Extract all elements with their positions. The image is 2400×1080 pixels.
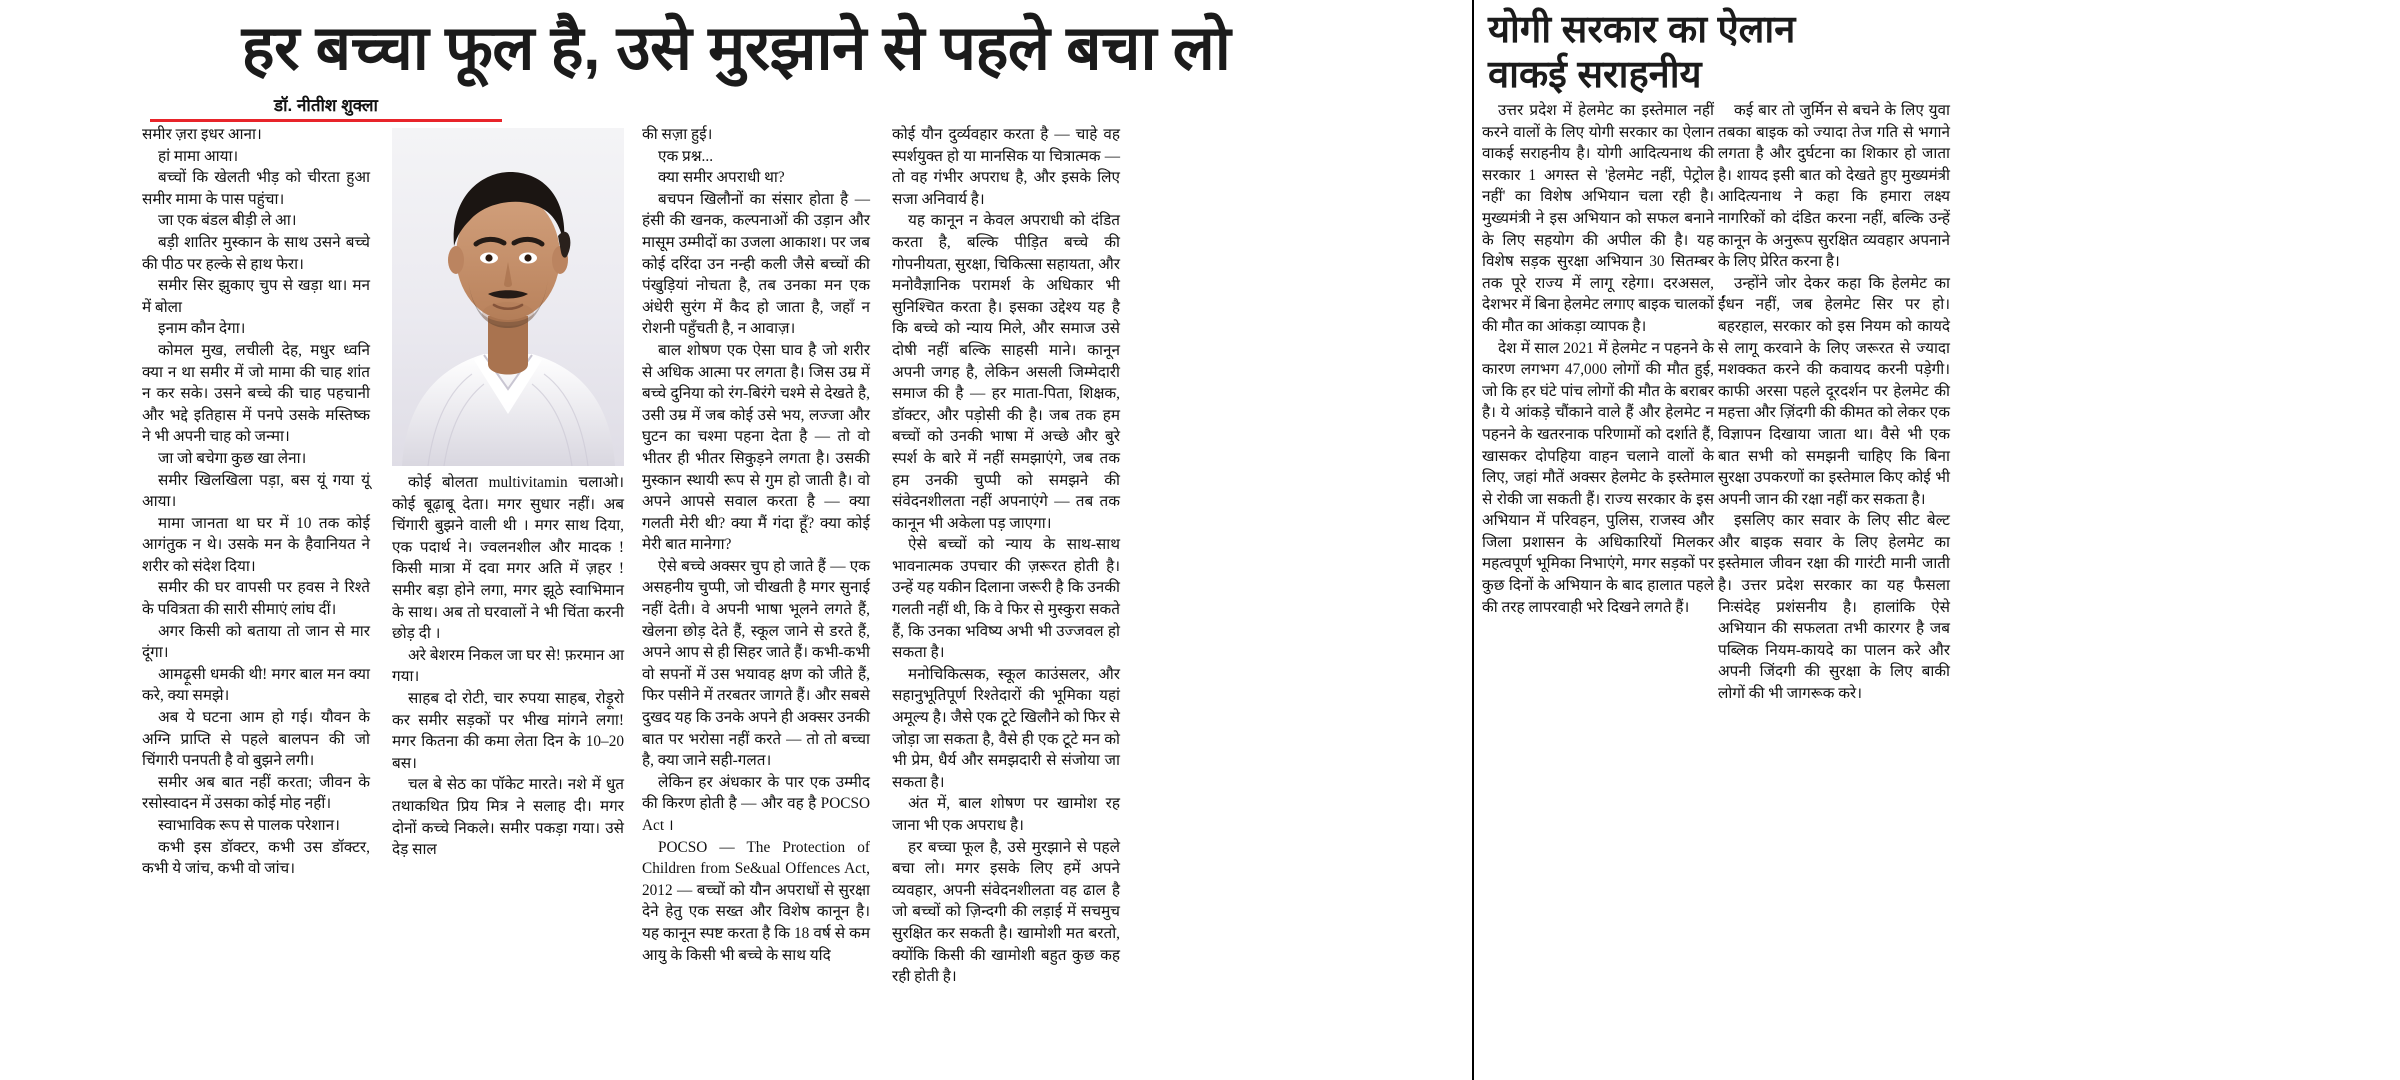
- paragraph: उन्होंने जोर देकर कहा कि हेलमेट का ईंधन नहीं, जब हेलमेट सिर पर हो। बहरहाल, सरकार को इस नियम को कायदे से लागू करवाने के लिए जरूरत से ज्यादा मशक्कत करने की कवायद करनी पड़ेगी। काफी अरसा पहले दूरदर्शन पर हेलमेट की महत्ता और ज़िंदगी की कीमत को लेकर एक विज्ञापन दिखाया जाता था। वैसे भी एक बात सभी को समझनी चाहिए कि बिना सुरक्षा उपकरणों का इस्तेमाल किए कोई भी अपनी जान की रक्षा नहीं कर सकता है।: [1718, 274, 1950, 508]
- paragraph: समीर अब बात नहीं करता; जीवन के रसोस्वादन में उसका कोई मोह नहीं।: [142, 773, 370, 813]
- paragraph: देश में साल 2021 में हेलमेट न पहनने के कारण लगभग 47,000 लोगों की मौत हुई, जो कि हर घंटे पांच लोगों की मौत के बराबर है। ये आंकड़े चौंकाने वाले हैं और हेलमेट न पहनने के खतरनाक परिणामों को दर्शाते हैं, खासकर दोपहिया वाहन चलाने वालों के लिए, जहां मौतें अक्सर हेलमेट के इस्तेमाल से रोकी जा सकती हैं। राज्य सरकार के इस अभियान में परिवहन, पुलिस, राजस्व और जिला प्रशासन के अधिकारियों मिलकर महत्वपूर्ण भूमिका निभाएंगे, मगर सड़कों पर कुछ दिनों के अभियान के बाद हालात पहले की तरह लापरवाही भरे दिखने लगते हैं।: [1482, 339, 1714, 616]
- paragraph: क्या समीर अपराधी था?: [658, 169, 785, 187]
- secondary-article: [1472, 0, 2400, 1080]
- paragraph-pocso: POCSO — The Protection of Children from Se&ual Offences Act, 2012 — बच्चों को यौन अपराधों से सुरक्षा देने हेतु एक सख्त और विशेष कानून है। यह कानून स्पष्ट करता है कि 18 वर्ष से कम आयु के किसी भी बच्चे के साथ यदि: [642, 838, 870, 964]
- paragraph: बच्चों कि खेलती भीड़ को चीरता हुआ समीर मामा के पास पहुंचा।: [142, 169, 370, 208]
- paragraph: ऐसे बच्चों को न्याय के साथ-साथ भावनात्मक उपचार की ज़रूरत होती है। उन्हें यह यकीन दिलाना जरूरी है कि उनकी गलती नहीं थी, कि वे फिर से मुस्कुरा सकते हैं, कि उनका भविष्य अभी भी उज्जवल हो सकता है।: [892, 536, 1120, 662]
- author-byline: डॉ. नीतीश शुक्ला: [274, 96, 378, 115]
- article-column-1: [142, 124, 370, 880]
- article-column-3: [642, 124, 870, 966]
- paragraph: मामा जानता था घर में 10 तक कोई आगंतुक न थे। उसके मन के हैवानियत ने शरीर को संदेश दिया।: [142, 514, 370, 575]
- secondary-headline: [1484, 0, 2400, 98]
- paragraph: समीर खिलखिला पड़ा, बस यूं गया यूं आया।: [142, 471, 370, 511]
- paragraph: इनाम कौन देगा।: [158, 320, 246, 338]
- paragraph: बचपन खिलौनों का संसार होता है — हंसी की खनक, कल्पनाओं की उड़ान और मासूम उम्मीदों का उजला आकाश। पर जब कोई दरिंदा उन नन्ही कली जैसे बच्चों की पंखुड़ियां नोचता है, तब उनका मन एक अंधेरी सुरंग में कैद हो जाता है, जहाँ न रोशनी पहुँचती है, न आवाज़।: [642, 190, 870, 338]
- secondary-headline-line-1: योगी सरकार का ऐलान: [1488, 9, 1796, 51]
- paragraph: मनोचिकित्सक, स्कूल काउंसलर, और सहानुभूतिपूर्ण रिश्तेदारों की भूमिका यहां अमूल्य है। जैसे एक टूटे खिलौने को फिर से जोड़ा जा सकता है, वैसे ही एक टूटे मन को भी प्रेम, धैर्य और समझदारी से संजोया जा सकता है।: [892, 665, 1120, 791]
- paragraph: अगर किसी को बताया तो जान से मार दूंगा।: [142, 622, 370, 662]
- paragraph: हर बच्चा फूल है, उसे मुरझाने से पहले बचा लो। मगर इसके लिए हमें अपने व्यवहार, अपनी संवेदनशीलता वह ढाल है जो बच्चों को ज़िन्दगी की लड़ाई में सचमुच सुरक्षित कर सकती है। खामोशी मत बरतो, क्योंकि किसी की खामोशी बहुत कुछ कह रही होती है।: [892, 838, 1120, 986]
- paragraph: बड़ी शातिर मुस्कान के साथ उसने बच्चे की पीठ पर हल्के से हाथ फेरा।: [142, 233, 370, 273]
- byline-red-rule: [150, 119, 502, 122]
- article-columns: [142, 124, 1462, 1074]
- paragraph: एक प्रश्न...: [658, 147, 714, 165]
- paragraph: समीर की घर वापसी पर हवस ने रिश्ते के पवित्रता की सारी सीमाएं लांघ दीं।: [142, 579, 370, 619]
- paragraph: आमढ़ूसी धमकी थी! मगर बाल मन क्या करे, क्या समझे।: [142, 665, 370, 705]
- secondary-headline-line-2: वाकई सराहनीय: [1488, 54, 1702, 96]
- paragraph: समीर सिर झुकाए चुप से खड़ा था। मन में बोला: [142, 277, 370, 316]
- paragraph: जा एक बंडल बीड़ी ले आ।: [158, 212, 297, 230]
- secondary-column-2: [1718, 100, 1950, 705]
- paragraph: अरे बेशरम निकल जा घर से! फ़रमान आ गया।: [392, 646, 624, 686]
- secondary-column-1: [1482, 100, 1714, 618]
- paragraph: चल बे सेठ का पॉकेट मारते। नशे में धुत तथाकथित प्रिय मित्र ने सलाह दी। मगर दोनों कच्चे निकले। समीर पकड़ा गया। उसे देड़ साल: [392, 776, 624, 859]
- paragraph: कई बार तो जुर्मिन से बचने के लिए युवा तबका बाइक को ज्यादा तेज गति से भगाने लगता है और दुर्घटना का शिकार हो जाता है। शायद इसी बात को देखते हुए मुख्यमंत्री आदित्यनाथ ने कहा कि हमारा लक्ष्य नागरिकों को दंडित करना नहीं, बल्कि उन्हें कानून के अनुरूप सुरक्षित व्यवहार अपनाने के लिए प्रेरित करना है।: [1718, 102, 1950, 271]
- article-column-2: [392, 472, 624, 861]
- byline-block: [150, 96, 502, 122]
- paragraph: कभी इस डॉक्टर, कभी उस डॉक्टर, कभी ये जांच, कभी वो जांच।: [142, 838, 370, 878]
- paragraph: अंत में, बाल शोषण पर खामोश रह जाना भी एक अपराध है।: [892, 795, 1120, 834]
- paragraph: लेकिन हर अंधकार के पार एक उम्मीद की किरण होती है — और वह है POCSO Act ।: [642, 773, 870, 834]
- paragraph: कोमल मुख, लचीली देह, मधुर ध्वनि क्या न था समीर में जो मामा की चाह शांत न कर सके। उसने बच्चे की चाह पहचानी और भद्दे इतिहास में पनपे उसके मस्तिष्क ने भी अपनी चाह को जन्मा।: [142, 341, 370, 446]
- main-headline: हर बच्चा फूल है, उसे मुरझाने से पहले बचा लो: [241, 14, 1231, 83]
- paragraph: उत्तर प्रदेश में हेलमेट का इस्तेमाल नहीं करने वालों के लिए योगी सरकार का ऐलान वाकई सराहनीय है। योगी आदित्यनाथ की सरकार 1 अगस्त से 'हेलमेट नहीं, पेट्रोल नहीं' का विशेष अभियान चला रही है। मुख्यमंत्री ने इस अभियान को सफल बनाने के लिए सहयोग की अपील की है। यह विशेष सड़क सुरक्षा अभियान 30 सितम्बर तक पूरे राज्य में लागू रहेगा। दरअसल, देशभर में बिना हेलमेट लगाए बाइक चालकों की मौत का आंकड़ा व्यापक है।: [1482, 102, 1714, 335]
- paragraph: साहब दो रोटी, चार रुपया साहब, रोड़ूरो कर समीर सड़कों पर भीख मांगने लगा! मगर कितना की कमा लेता दिन के 10–20 बस।: [392, 689, 624, 772]
- paragraph: हां मामा आया।: [158, 147, 239, 165]
- paragraph: स्वाभाविक रूप से पालक परेशान।: [158, 817, 340, 834]
- paragraph: अब ये घटना आम हो गई। यौवन के अग्नि प्राप्ति से पहले बालपन की जो चिंगारी पनपती है वो बुझने लगी।: [142, 709, 370, 770]
- paragraph: यह कानून न केवल अपराधी को दंडित करता है, बल्कि पीड़ित बच्चे की गोपनीयता, सुरक्षा, चिकित्सा सहायता, और मनोवैज्ञानिक परामर्श के अधिकार भी सुनिश्चित करता है। इसका उद्देश्य यह है कि बच्चे को न्याय मिले, और समाज उसे दोषी नहीं बल्कि साहसी माने। कानून अपनी जगह है, लेकिन असली जिम्मेदारी समाज की है — हर माता-पिता, शिक्षक, डॉक्टर, और पड़ोसी की है। जब तक हम बच्चों को उनकी भाषा में अच्छे और बुरे स्पर्श के बारे में नहीं समझाएंगे, जब तक हम उनकी चुप्पी को समझने की संवेदनशीलता नहीं अपनाएंगे — तब तक कानून भी अकेला पड़ जाएगा।: [892, 212, 1120, 532]
- paragraph: कोई बोलता multivitamin चलाओ। कोई बूढ़ाबू देता। मगर सुधार नहीं। अब चिंगारी बुझने वाली थी । मगर साथ दिया, एक पदार्थ ने। ज्वलनशील और मादक ! किसी मात्रा में दवा मगर अति में ज़हर ! समीर बड़ा होने लगा, मगर झूठे स्वाभिमान के साथ। अब तो घरवालों ने भी चिंता करनी छोड़ दी ।: [392, 474, 624, 643]
- paragraph: की सज़ा हुई।: [642, 126, 713, 143]
- article-column-4: [892, 124, 1120, 988]
- paragraph: समीर ज़रा इधर आना।: [142, 126, 262, 143]
- paragraph: बाल शोषण एक ऐसा घाव है जो शरीर से अधिक आत्मा पर लगता है। जिस उम्र में बच्चे दुनिया को रंग-बिरंगे चश्मे से देखते है, उसी उम्र में जब कोई उसे भय, लज्जा और घुटन का चश्मा पहना देता है — तो वो भीतर ही भीतर सिकुड़ने लगता है। उसकी मुस्कान स्थायी रूप से गुम हो जाती है। वो अपने आपसे सवाल करता है — क्या गलती मेरी थी? क्या मैं गंदा हूँ? क्या कोई मेरी बात मानेगा?: [642, 341, 870, 554]
- paragraph: इसलिए कार सवार के लिए सीट बेल्ट और बाइक सवार के लिए हेलमेट का इस्तेमाल जीवन रक्षा की गारंटी मानी जाती है। उत्तर प्रदेश सरकार का यह फैसला निःसंदेह प्रशंसनीय है। हालांकि ऐसे अभियान की सफलता तभी कारगर है जब पब्लिक नियम-कायदे का पालन करे और अपनी जिंदगी की सुरक्षा के लिए बाकी लोगों की भी जागरूक करे।: [1718, 512, 1950, 703]
- paragraph: कोई यौन दुर्व्यवहार करता है — चाहे वह स्पर्शयुक्त हो या मानसिक या चित्रात्मक — तो वह गंभीर अपराध है, और इसके लिए सजा अनिवार्य है।: [892, 126, 1120, 208]
- paragraph: ऐसे बच्चे अक्सर चुप हो जाते हैं — एक असहनीय चुप्पी, जो चीखती है मगर सुनाई नहीं देती। वे अपनी भाषा भूलने लगते हैं, खेलना छोड़ देते हैं, स्कूल जाने से डरते हैं, अपने आप से ही सिहर जाते हैं। कभी-कभी वो सपनों में उस भयावह क्षण को जीते हैं, फिर पसीने में तरबतर जागते हैं। और सबसे दुखद यह कि उनके अपने ही अक्सर उनकी बात पर भरोसा नहीं करते — तो तो बच्चा है, क्या जाने सही-गलत।: [642, 557, 870, 770]
- paragraph: जा जो बचेगा कुछ खा लेना।: [158, 449, 307, 467]
